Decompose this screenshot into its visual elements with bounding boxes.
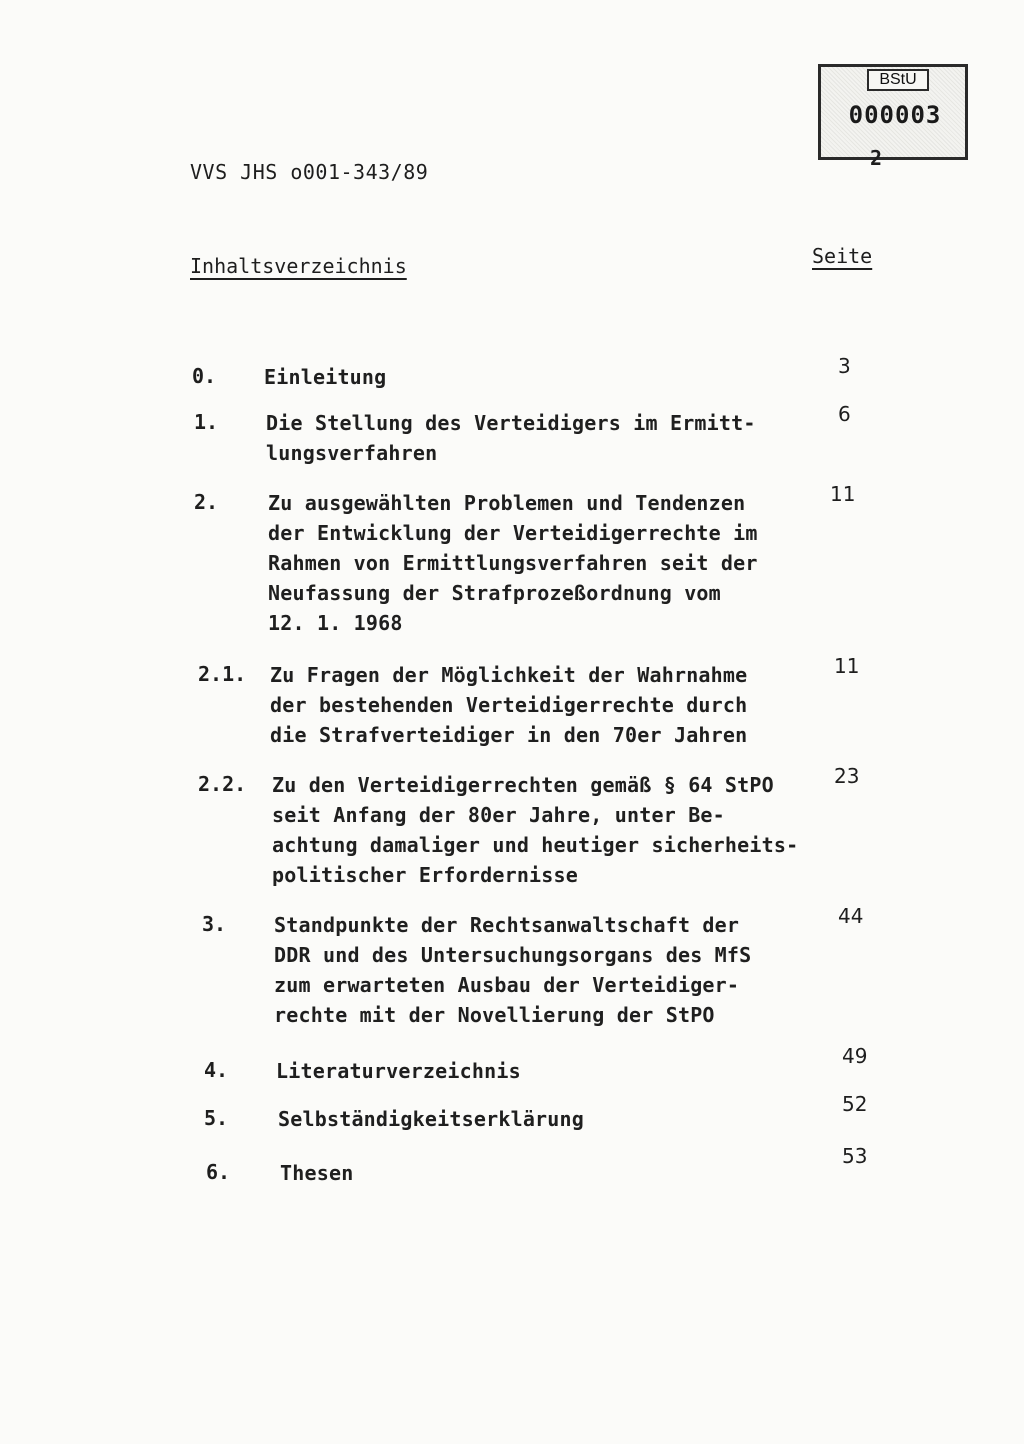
toc-entry-title	[264, 362, 804, 392]
toc-entry-page: 6	[838, 402, 851, 426]
toc-entry-title	[270, 660, 810, 750]
toc-entry-page: 52	[842, 1092, 868, 1116]
toc-entry-number: 2.2.	[198, 772, 247, 796]
toc-entry-title	[278, 1104, 818, 1134]
toc-entry-title	[266, 408, 806, 468]
toc-entry-title-line: zum erwarteten Ausbau der Verteidiger-	[274, 973, 740, 997]
toc-entry-title-line: Die Stellung des Verteidigers im Ermitt-	[266, 411, 756, 435]
toc-entry-number: 0.	[192, 364, 217, 388]
toc-entry-number: 5.	[204, 1106, 229, 1130]
toc-entry-page: 3	[838, 354, 851, 378]
archive-stamp	[818, 64, 968, 160]
toc-entry-title-line: seit Anfang der 80er Jahre, unter Be-	[272, 803, 725, 827]
toc-entry-title-line: Thesen	[280, 1161, 354, 1185]
toc-entry-title-line: Literaturverzeichnis	[276, 1059, 521, 1083]
toc-entry-title	[276, 1056, 816, 1086]
toc-entry-page: 44	[838, 904, 864, 928]
stamp-label: BStU	[867, 69, 929, 91]
toc-entry-title-line: Zu Fragen der Möglichkeit der Wahrnahme	[270, 663, 748, 687]
toc-entry-page: 11	[834, 654, 860, 678]
toc-entry-number: 3.	[202, 912, 227, 936]
toc-entry-page: 49	[842, 1044, 868, 1068]
toc-entry-title	[280, 1158, 820, 1188]
toc-entry-title-line: Standpunkte der Rechtsanwaltschaft der	[274, 913, 740, 937]
toc-entry-number: 6.	[206, 1160, 231, 1184]
toc-entry-title-line: der Entwicklung der Verteidigerrechte im	[268, 521, 758, 545]
page-number: 2	[870, 146, 883, 170]
toc-entry-title-line: politischer Erfordernisse	[272, 863, 579, 887]
toc-entry-title-line: rechte mit der Novellierung der StPO	[274, 1003, 715, 1027]
toc-entry-title-line: Zu den Verteidigerrechten gemäß § 64 StPO	[272, 773, 774, 797]
toc-entry-title	[272, 770, 812, 890]
toc-entry-number: 2.	[194, 490, 219, 514]
toc-entry-title-line: lungsverfahren	[266, 441, 438, 465]
toc-entry-title-line: Selbständigkeitserklärung	[278, 1107, 585, 1131]
toc-entry-title-line: achtung damaliger und heutiger sicherheits-	[272, 833, 799, 857]
page-column-heading: Seite	[812, 244, 873, 268]
toc-entry-title-line: Neufassung der Strafprozeßordnung vom	[268, 581, 721, 605]
toc-entry-page: 23	[834, 764, 860, 788]
toc-entry-title-line: Rahmen von Ermittlungsverfahren seit der	[268, 551, 758, 575]
toc-entry-title	[268, 488, 808, 638]
toc-heading: Inhaltsverzeichnis	[190, 254, 407, 278]
toc-entry-page: 11	[830, 482, 856, 506]
document-reference: VVS JHS o001-343/89	[190, 160, 429, 184]
toc-entry-title-line: die Strafverteidiger in den 70er Jahren	[270, 723, 748, 747]
toc-entry-title	[274, 910, 814, 1030]
toc-entry-title-line: Einleitung	[264, 365, 387, 389]
toc-entry-title-line: DDR und des Untersuchungsorgans des MfS	[274, 943, 752, 967]
toc-entry-number: 1.	[194, 410, 219, 434]
toc-entry-number: 2.1.	[198, 662, 247, 686]
toc-entry-title-line: 12. 1. 1968	[268, 611, 403, 635]
stamp-number: 000003	[848, 101, 942, 129]
toc-entry-title-line: Zu ausgewählten Problemen und Tendenzen	[268, 491, 746, 515]
toc-entry-title-line: der bestehenden Verteidigerrechte durch	[270, 693, 748, 717]
toc-entry-page: 53	[842, 1144, 868, 1168]
toc-entry-number: 4.	[204, 1058, 229, 1082]
